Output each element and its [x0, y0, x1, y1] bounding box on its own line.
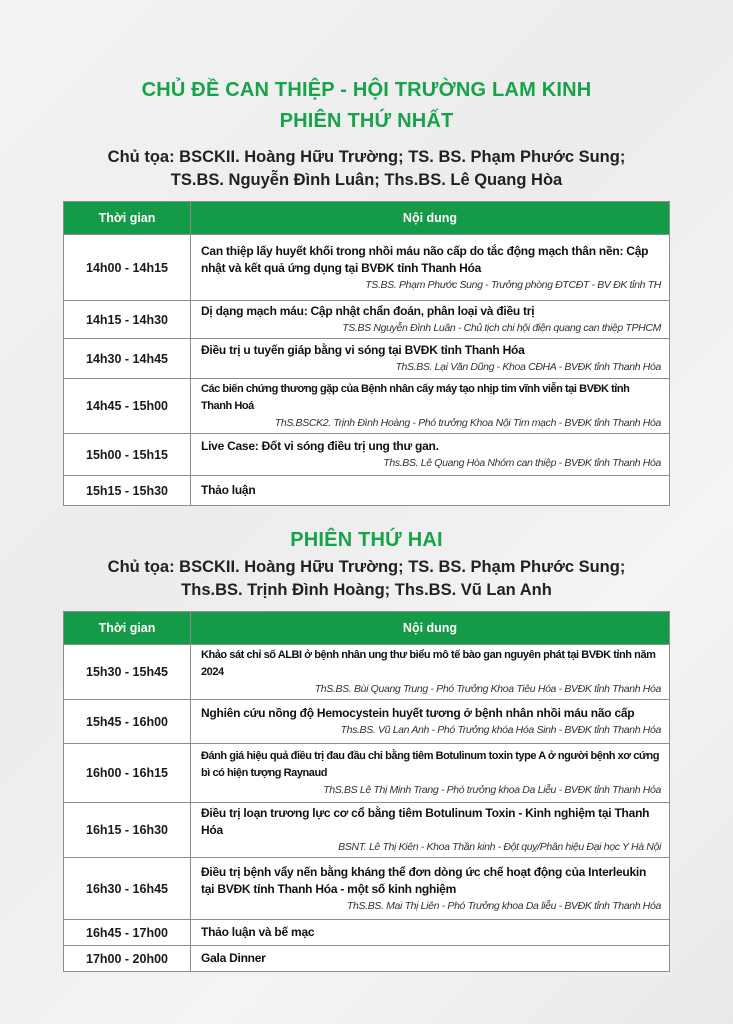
table-row — [64, 235, 670, 301]
row-title: Thảo luận — [201, 483, 256, 497]
table-header-row — [64, 202, 670, 235]
session1-table — [63, 201, 670, 506]
table-row — [64, 339, 670, 379]
row-speaker: Ths.BS. Lê Quang Hòa Nhóm can thiệp - BVĐK tỉnh Thanh Hóa — [383, 457, 661, 469]
col-content-header: Nội dung — [191, 202, 670, 235]
table-row — [64, 700, 670, 744]
session2-chairs — [20, 556, 713, 602]
session2-chairs-line1: Chủ tọa: BSCKII. Hoàng Hữu Trường; TS. BS. Phạm Phước Sung; — [107, 558, 626, 576]
topic-heading: CHỦ ĐỀ CAN THIỆP - HỘI TRƯỜNG LAM KINH — [141, 79, 592, 101]
col-time-header: Thời gian — [64, 612, 191, 645]
row-time: 14h45 - 15h00 — [64, 379, 191, 434]
row-title: Điều trị loạn trương lực cơ cổ bằng tiêm Botulinum Toxin - Kinh nghiệm tại Thanh Hóa — [201, 806, 650, 837]
row-content — [191, 803, 670, 858]
row-title: Can thiệp lấy huyết khối trong nhồi máu não cấp do tắc động mạch thân nền: Cập nhật và kết quả ứng dụng tại BVĐK tỉnh Thanh Hóa — [201, 243, 649, 275]
session2-table — [63, 611, 670, 972]
col-content-header: Nội dung — [191, 612, 670, 645]
row-title: Các biến chứng thương gặp của Bệnh nhân cấy máy tạo nhịp tim vĩnh viễn tại BVĐK tỉnh Thanh Hoá — [201, 383, 630, 412]
row-speaker: BSNT. Lê Thị Kiên - Khoa Thần kinh - Đột quỵ/Phân hiệu Đại học Y Hà Nội — [338, 841, 661, 853]
row-time: 14h15 - 14h30 — [64, 301, 191, 339]
table-row — [64, 920, 670, 946]
row-title: Thảo luận và bế mạc — [201, 925, 315, 939]
row-content — [191, 946, 670, 972]
row-time: 16h15 - 16h30 — [64, 803, 191, 858]
row-content — [191, 858, 670, 920]
col-time-header: Thời gian — [64, 202, 191, 235]
table-row — [64, 744, 670, 803]
row-time: 16h00 - 16h15 — [64, 744, 191, 803]
row-title: Live Case: Đốt vi sóng điều trị ung thư gan. — [201, 439, 439, 453]
table-header-row — [64, 612, 670, 645]
row-time: 14h00 - 14h15 — [64, 235, 191, 301]
row-speaker: Ths.BS. Vũ Lan Anh - Phó Trưởng khóa Hóa Sinh - BVĐK tỉnh Thanh Hóa — [340, 724, 661, 736]
row-time: 16h45 - 17h00 — [64, 920, 191, 946]
table-row — [64, 301, 670, 339]
row-speaker: ThS.BSCK2. Trịnh Đình Hoàng - Phó trưởng Khoa Nội Tim mạch - BVĐK tỉnh Thanh Hóa — [274, 417, 661, 429]
row-title: Nghiên cứu nồng độ Hemocystein huyết tương ở bệnh nhân nhồi máu não cấp — [201, 706, 635, 720]
row-title: Khảo sát chỉ số ALBI ở bệnh nhân ung thư biểu mô tế bào gan nguyên phát tại BVĐK tỉnh năm 2024 — [201, 649, 656, 678]
session1-chairs-line1: Chủ tọa: BSCKII. Hoàng Hữu Trường; TS. BS. Phạm Phước Sung; — [107, 148, 626, 166]
row-time: 15h15 - 15h30 — [64, 476, 191, 506]
table-row — [64, 858, 670, 920]
session1-chairs — [20, 146, 713, 192]
row-time: 14h30 - 14h45 — [64, 339, 191, 379]
row-content — [191, 434, 670, 476]
row-speaker: TS.BS. Phạm Phước Sung - Trưởng phòng ĐTCĐT - BV ĐK tỉnh TH — [365, 278, 661, 291]
row-content — [191, 744, 670, 803]
session1-chairs-line2: TS.BS. Nguyễn Đình Luân; Ths.BS. Lê Quang Hòa — [170, 171, 563, 189]
table-row — [64, 803, 670, 858]
row-content — [191, 700, 670, 744]
row-speaker: ThS.BS Lê Thị Minh Trang - Phó trưởng khoa Da Liễu - BVĐK tỉnh Thanh Hóa — [323, 784, 661, 796]
row-speaker: ThS.BS. Lại Văn Dũng - Khoa CĐHA - BVĐK tỉnh Thanh Hóa — [395, 361, 661, 373]
row-time: 16h30 - 16h45 — [64, 858, 191, 920]
table-row — [64, 379, 670, 434]
row-speaker: TS.BS Nguyễn Đình Luân - Chủ tịch chi hội điện quang can thiệp TPHCM — [342, 322, 661, 334]
session2-heading: PHIÊN THỨ HAI — [290, 529, 443, 551]
row-title: Điều trị bệnh vẩy nến bằng kháng thể đơn dòng ức chế hoạt động của Interleukin tại BVĐK tỉnh Thanh Hóa - một số kinh nghiệm — [201, 864, 647, 896]
row-content — [191, 301, 670, 339]
row-content — [191, 235, 670, 301]
row-time: 15h00 - 15h15 — [64, 434, 191, 476]
row-time: 17h00 - 20h00 — [64, 946, 191, 972]
table-row — [64, 476, 670, 506]
row-time: 15h30 - 15h45 — [64, 645, 191, 700]
row-title: Điều trị u tuyến giáp bằng vi sóng tại BVĐK tỉnh Thanh Hóa — [201, 343, 525, 357]
row-content — [191, 645, 670, 700]
row-title: Gala Dinner — [201, 951, 266, 965]
row-content — [191, 476, 670, 506]
row-speaker: ThS.BS. Mai Thị Liên - Phó Trưởng khoa Da liễu - BVĐK tỉnh Thanh Hóa — [346, 899, 661, 912]
row-speaker: ThS.BS. Bùi Quang Trung - Phó Trưởng Khoa Tiêu Hóa - BVĐK tỉnh Thanh Hóa — [314, 683, 661, 695]
table-row — [64, 645, 670, 700]
row-content — [191, 920, 670, 946]
table-row — [64, 434, 670, 476]
session1-heading: PHIÊN THỨ NHẤT — [279, 110, 454, 132]
row-title: Đánh giá hiệu quả điều trị đau đầu chi bằng tiêm Botulinum toxin type A ở người bệnh xơ cứng bì có hiện tượng Raynaud — [201, 750, 659, 779]
row-content — [191, 339, 670, 379]
row-content — [191, 379, 670, 434]
row-time: 15h45 - 16h00 — [64, 700, 191, 744]
row-title: Dị dạng mạch máu: Cập nhật chẩn đoán, phân loại và điều trị — [201, 304, 535, 318]
session2-chairs-line2: Ths.BS. Trịnh Đình Hoàng; Ths.BS. Vũ Lan Anh — [181, 581, 552, 599]
table-row — [64, 946, 670, 972]
